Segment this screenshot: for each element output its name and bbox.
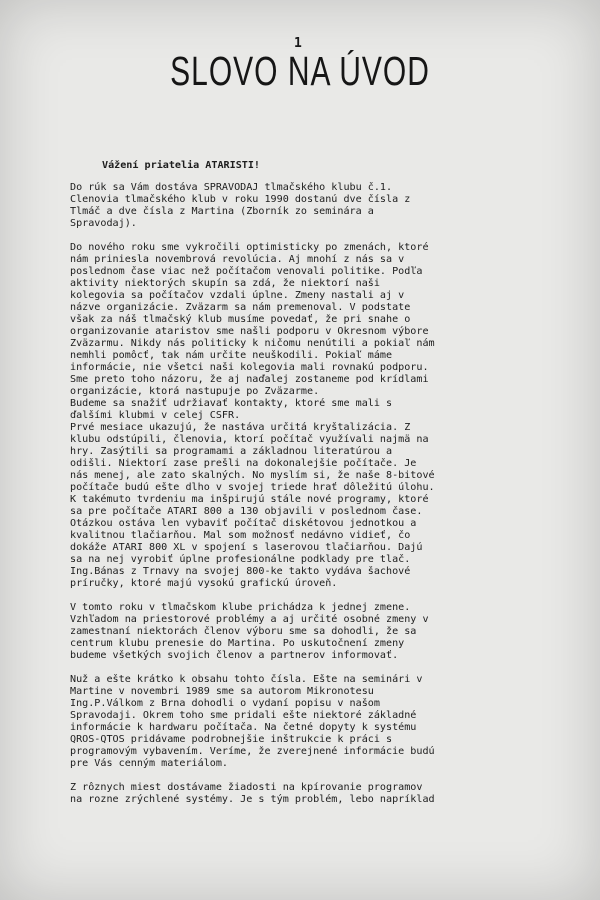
text-line: organizácie, ktorá nastupuje po Zväzarme. [70,386,320,397]
text-line: počítače budú ešte dlho v svojej triede hrať dôležitú úlohu. [70,482,435,493]
text-line: na rozne zrýchlené systémy. Je s tým problém, lebo napríklad [70,794,435,805]
text-line: však za náš tlmačský klub musíme povedať, že pri snahe o [70,314,411,325]
text-line: poslednom čase viac než počítačom venovali politike. Podľa [70,266,423,277]
text-line: K takémuto tvrdeniu ma inšpirujú stále nové programy, ktoré [70,494,429,505]
text-line: názve organizácie. Zväzarm sa nám premenoval. V podstate [70,302,411,313]
text-line: budeme všetkých svojich členov a partnerov informovať. [70,650,399,661]
paragraph-2 [70,242,530,590]
text-line: Z rôznych miest dostávame žiadosti na kpírovanie programov [70,782,423,793]
text-line: aktivity niektorých skupín sa zdá, že niektorí naši [70,278,380,289]
text-line: Ing.Bánas z Trnavy na svojej 800-ke takto vydáva šachové [70,566,411,577]
text-line: Vzhľadom na priestorové problémy a aj určité osobné zmeny v [70,614,429,625]
page-title: SLOVO NA ÚVOD [170,50,430,95]
paragraph-1 [70,182,530,230]
text-line: kolegovia sa počítačov vzdali úplne. Zmeny nastali aj v [70,290,405,301]
text-line: príručky, ktoré majú vysokú grafickú úroveň. [70,578,338,589]
text-line: ďalšími klubmi v celej ČSFR. [70,410,241,421]
text-line: kvalitnou tlačiarňou. Mal som možnosť nedávno vidieť, čo [70,530,411,541]
text-line: Do nového roku sme vykročili optimisticky po zmenách, ktoré [70,242,429,253]
text-line: QROS-QTOS pridávame podrobnejšie inštrukcie k práci s [70,734,393,745]
text-line: Otázkou ostáva len vybaviť počítač diskétovou jednotkou a [70,518,417,529]
text-line: nemhli pomôcť, tak nám určite neuškodili. Pokiaľ máme [70,350,393,361]
text-line: Členovia tlmačského klub v roku 1990 dostanú dve čísla z [70,194,411,205]
paragraph-3 [70,602,530,662]
text-line: Budeme sa snažiť udržiavať kontakty, ktoré sme mali s [70,398,393,409]
text-line: klubu odstúpili, členovia, ktorí počítač využívali najmä na [70,434,429,445]
text-line: Sme preto toho názoru, že aj naďalej zostaneme pod krídlami [70,374,429,385]
text-line: nám priniesla novembrová revolúcia. Aj mnohí z nás sa v [70,254,405,265]
text-line: odišli. Niektorí zase prešli na dokonalejšie počítače. Je [70,458,417,469]
document-body [70,160,530,818]
text-line: Tlmáč a dve čísla z Martina (Zborník zo seminára a [70,206,374,217]
text-line: Prvé mesiace ukazujú, že nastáva určitá kryštalizácia. Z [70,422,411,433]
text-line: Nuž a ešte krátko k obsahu tohto čísla. Ešte na seminári v [70,674,423,685]
text-line: dokáže ATARI 800 XL v spojení s laserovou tlačiarňou. Dajú [70,542,423,553]
text-line: Ing.P.Válkom z Brna dohodli o vydaní popisu v našom [70,698,380,709]
text-line: Do rúk sa Vám dostáva SPRAVODAJ tlmačského klubu č.1. [70,182,393,193]
text-line: informácie, nie všetci naši kolegovia mali rovnakú podporu. [70,362,429,373]
text-line: Spravodaj). [70,218,137,229]
text-line: nás menej, ale zato skalných. No myslím si, že naše 8-bitové [70,470,435,481]
page-number: 1 [294,36,302,51]
text-line: centrum klubu prenesie do Martina. Po uskutočnení zmeny [70,638,405,649]
text-line: Zväzarmu. Nikdy nás politicky k ničomu nenútili a pokiaľ nám [70,338,435,349]
text-line: informácie k hardwaru počítača. Na četné dopyty k systému [70,722,417,733]
text-line: pre Vás cenným materiálom. [70,758,229,769]
text-line: sa pre počítače ATARI 800 a 130 objavili v poslednom čase. [70,506,423,517]
paragraph-4 [70,674,530,770]
paragraph-5 [70,782,530,806]
text-line: sa na nej vyrobiť úplne profesionálne podklady pre tlač. [70,554,411,565]
salutation: Vážení priatelia ATARISTI! [102,160,261,171]
text-line: hry. Zasýtili sa programami a základnou literatúrou a [70,446,393,457]
text-line: V tomto roku v tlmačskom klube prichádza k jednej zmene. [70,602,411,613]
text-line: zamestnaní niektorách členov výboru sme sa dohodli, že sa [70,626,417,637]
text-line: Spravodaji. Okrem toho sme pridali ešte niektoré základné [70,710,417,721]
text-line: programovým vybavením. Veríme, že zverejnené informácie budú [70,746,435,757]
text-line: organizovanie ataristov sme našli podporu v Okresnom výbore [70,326,429,337]
text-line: Martine v novembri 1989 sme sa autorom Mikronotesu [70,686,374,697]
